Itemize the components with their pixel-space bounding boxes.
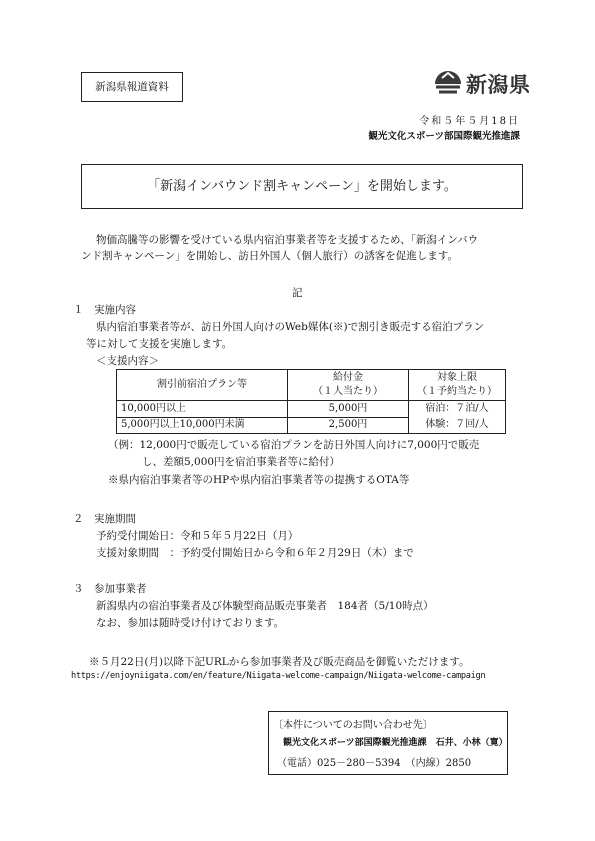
contact-phone: （電話）025－280－5394 （内線）2850 [277,758,472,769]
contact-heading: 〔本件についてのお問い合わせ先〕 [273,720,433,731]
logo-text: 新潟県 [466,73,531,97]
niigata-emblem-icon [432,67,464,99]
support-table [116,369,506,434]
example-line-2: し、差額5,000円を宿泊事業者等に給付） [142,456,341,468]
section2-heading: ２ 実施期間 [73,513,136,525]
table-cell-plan: 5,000円以上10,000円未満 [117,417,288,434]
section3-line-2: なお、参加は随時受け付けております。 [96,617,285,629]
ki-marker: 記 [292,287,303,299]
department-name: 観光文化スポーツ部国際観光推進課 [368,131,520,142]
media-note: ※県内宿泊事業者等のHPや県内宿泊事業者等の提携するOTA等 [108,474,410,486]
intro-line-2: ンド割キャンペーン」を開始し、訪日外国人（個人旅行）の誘客を促進します。 [81,250,458,262]
limit-experience: 体験：７回/人 [425,419,489,430]
table-cell-limit [409,401,506,434]
document-title: 「新潟インバウンド割キャンペーン」を開始します。 [81,164,523,209]
section2-line-1: 予約受付開始日：令和５年５月22日（月） [96,530,299,542]
table-cell-amount: 5,000円 [288,401,409,418]
section3-line-1: 新潟県内の宿泊事業者及び体験型商品販売事業者 184者（5/10時点） [96,600,434,612]
section3-heading: ３ 参加事業者 [73,583,147,595]
press-release-label: 新潟県報道資料 [81,72,183,102]
intro-line-1: 物価高騰等の影響を受けている県内宿泊事業者等を支援するため、「新潟インバウ [96,234,479,246]
contact-department: 観光文化スポーツ部国際観光推進課 石井、小林（寛） [283,738,508,748]
contact-box [268,711,508,775]
table-header: 給付金 （１人当たり） [288,370,409,401]
section1-body-1: 県内宿泊事業者等が、訪日外国人向けのWeb媒体(※)で割引き販売する宿泊プラン [96,321,485,333]
example-line-1: （例：12,000円で販売している宿泊プランを訪日外国人向けに7,000円で販売 [108,439,480,451]
table-cell-amount: 2,500円 [288,417,409,434]
section1-heading: １ 実施内容 [73,304,136,316]
url-note: ※５月22日(月)以降下記URLから参加事業者及び販売商品を御覧いただけます。 [89,656,470,668]
table-row [117,401,506,418]
table-header: 対象上限 （１予約当たり） [409,370,506,401]
release-date: 令和５年５月18日 [419,116,520,127]
limit-stay: 宿泊：７泊/人 [425,403,489,414]
campaign-url-link[interactable]: https://enjoyniigata.com/en/feature/Niigata-welcome-campaign/Niigata-welcome-campaign [71,671,486,681]
table-header: 割引前宿泊プラン等 [117,370,288,401]
section2-line-2: 支援対象期間 ：予約受付開始日から令和６年２月29日（木）まで [96,547,414,559]
table-cell-plan: 10,000円以上 [117,401,288,418]
support-label: ＜支援内容＞ [96,355,159,367]
table-header-row [117,370,506,401]
section1-body-2: 等に対して支援を実施します。 [86,338,233,350]
